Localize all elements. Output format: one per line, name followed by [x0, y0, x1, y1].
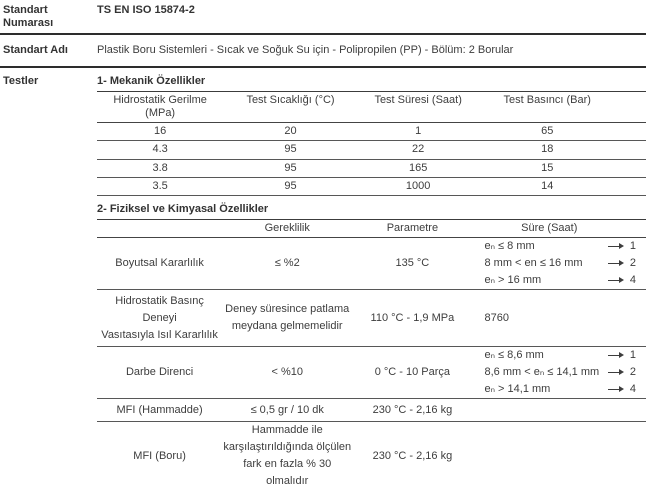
- arrow-right-icon: [608, 386, 624, 393]
- table-row: [97, 178, 646, 196]
- cell-stress: 4.3: [152, 143, 168, 156]
- duration-condition: 8 mm < en ≤ 16 mm 2: [484, 257, 636, 270]
- requirement-value: Deney süresince patlama meydana gelmemelidir: [225, 303, 350, 333]
- requirement-value: ≤ 0,5 gr / 10 dk: [250, 403, 324, 416]
- tests-section: [0, 68, 646, 490]
- col-header-hydrostatic-stress: Hidrostatik Gerilme (MPa): [113, 93, 207, 119]
- cell-pressure: 18: [541, 143, 554, 156]
- test-name: MFI (Hammadde): [116, 403, 203, 416]
- col-header-test-pressure: Test Basıncı (Bar): [503, 93, 591, 106]
- arrow-right-icon: [608, 260, 624, 267]
- table-row: [97, 141, 646, 159]
- mechanical-section-title: 1- Mekanik Özellikler: [97, 68, 646, 92]
- cell-pressure: 65: [541, 125, 554, 138]
- col-header-empty: [97, 222, 222, 235]
- mechanical-table-header: [97, 92, 646, 123]
- cell-duration: 1: [415, 125, 422, 138]
- col-header-duration: Süre (Saat): [521, 222, 578, 235]
- test-name: Darbe Direnci: [125, 366, 194, 379]
- tests-label: Testler: [3, 74, 39, 87]
- table-row-mfi-pipe: [97, 422, 646, 490]
- arrow-right-icon: [608, 243, 624, 250]
- table-row: [97, 160, 646, 178]
- physical-table-header: [97, 220, 646, 238]
- standard-number-label: Standart Numarası: [3, 4, 54, 30]
- cell-temperature: 95: [284, 179, 297, 192]
- requirement-value: Hammadde ile karşılaştırıldığında ölçülen fark en fazla % 30 olmalıdır: [223, 424, 352, 488]
- parameter-value: 230 °C - 2,16 kg: [372, 449, 453, 462]
- cell-pressure: 15: [541, 161, 554, 174]
- test-name: Boyutsal Kararlılık: [115, 257, 204, 270]
- duration-condition: eₙ > 14,1 mm 4: [484, 383, 636, 396]
- parameter-value: 0 °C - 10 Parça: [374, 366, 451, 379]
- table-row-dimensional-stability: [97, 238, 646, 290]
- cell-pressure: 14: [541, 179, 554, 192]
- duration-conditions: [473, 347, 646, 398]
- col-header-requirement: Gereklilik: [264, 222, 310, 235]
- col-header-test-temperature: Test Sıcaklığı (°C): [246, 93, 335, 106]
- duration-condition: eₙ ≤ 8,6 mm 1: [484, 349, 636, 362]
- duration-value: 8760: [484, 311, 509, 324]
- parameter-value: 230 °C - 2,16 kg: [372, 403, 453, 416]
- cell-temperature: 95: [284, 161, 297, 174]
- cell-stress: 3.5: [152, 179, 168, 192]
- duration-condition: eₙ > 16 mm 4: [484, 274, 636, 287]
- standard-name-row: [0, 35, 646, 67]
- duration-condition: eₙ ≤ 8 mm 1: [484, 240, 636, 253]
- cell-stress: 3.8: [152, 161, 168, 174]
- standard-name-label: Standart Adı: [3, 44, 68, 57]
- table-row-hydrostatic-pressure: [97, 290, 646, 347]
- col-header-parameter: Parametre: [386, 222, 439, 235]
- duration-value: [473, 422, 646, 490]
- standard-number-value: TS EN ISO 15874-2: [97, 4, 195, 16]
- table-row-mfi-raw-material: [97, 399, 646, 422]
- arrow-right-icon: [608, 277, 624, 284]
- parameter-value: 135 °C: [395, 257, 430, 270]
- standard-name-value: Plastik Boru Sistemleri - Sıcak ve Soğuk Su için - Polipropilen (PP) - Bölüm: 2 Borular: [97, 44, 514, 57]
- standard-number-row: [0, 0, 646, 35]
- cell-duration: 165: [408, 161, 428, 174]
- duration-value: [473, 399, 646, 421]
- table-row: [97, 123, 646, 141]
- cell-temperature: 95: [284, 143, 297, 156]
- table-row-impact-resistance: [97, 347, 646, 399]
- col-header-test-duration: Test Süresi (Saat): [374, 93, 462, 106]
- duration-conditions: [473, 238, 646, 289]
- test-name: MFI (Boru): [133, 449, 186, 462]
- requirement-value: ≤ %2: [274, 257, 300, 270]
- arrow-right-icon: [608, 369, 624, 376]
- cell-stress: 16: [154, 125, 167, 138]
- cell-duration: 1000: [405, 179, 431, 192]
- requirement-value: < %10: [271, 366, 303, 379]
- physical-section-title: 2- Fiziksel ve Kimyasal Özellikler: [97, 196, 646, 220]
- duration-condition: 8,6 mm < eₙ ≤ 14,1 mm 2: [484, 366, 636, 379]
- arrow-right-icon: [608, 352, 624, 359]
- test-name: Hidrostatik Basınç Deneyi Vasıtasıyla Isıl Kararlılık: [101, 294, 218, 341]
- cell-temperature: 20: [284, 125, 297, 138]
- cell-duration: 22: [412, 143, 425, 156]
- parameter-value: 110 °C - 1,9 MPa: [370, 311, 455, 324]
- tests-content: [97, 68, 646, 490]
